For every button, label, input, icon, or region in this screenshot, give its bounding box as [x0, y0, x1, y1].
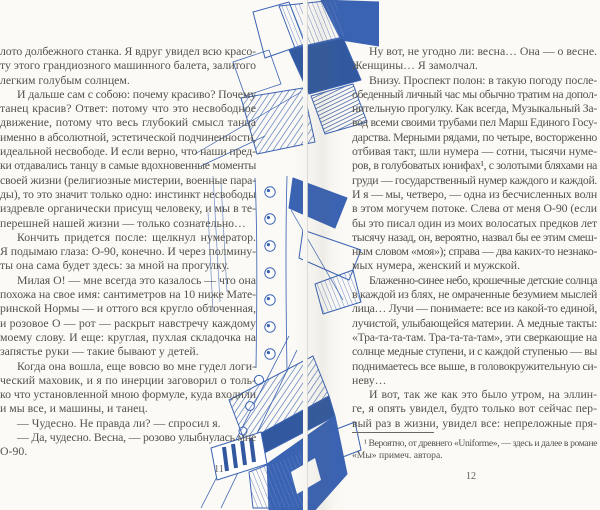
text-line: Ну вот, не угодно ли: весна… Она — о весне. — [369, 44, 597, 58]
text-line: — Да, чудесно. Весна, — розово улыбнулась мне — [17, 430, 256, 445]
text-line: в этом могучем потоке. Слева от меня О-90 (если — [352, 201, 597, 216]
text-line: ды), то это значит только одно: инстинкт несвободы — [0, 186, 256, 201]
text-line: ров, в голубоватых юнифах¹, с золотыми бляхами на — [352, 158, 597, 173]
text-line: запястье руки — такие бывают у детей. — [0, 344, 199, 359]
text-line: И дальше сам с собою: почему красиво? Почему — [17, 86, 256, 101]
text-line: Блаженно-синее небо, крошечные детские солнца — [369, 272, 597, 287]
text-line: вый раз в жизни, увидел все: непреложные пря- — [352, 415, 597, 430]
text-line: и мы все, и машины, и танец. — [0, 401, 148, 416]
text-line: вод всеми своими трубами пел Марш Единого Госу- — [352, 115, 597, 130]
text-line: Внизу. Проспект полон: в такую погоду после- — [369, 72, 597, 87]
text-line: своей жизни (религиозные мистерии, военные пара- — [0, 172, 256, 187]
text-line: отбивая такт, шли нумера — сотни, тысячи нуме- — [352, 144, 597, 159]
text-line: танец красив? Ответ: потому что это несвободное — [0, 101, 256, 116]
page-left-text — [0, 44, 256, 459]
page-number-left: 11 — [214, 464, 224, 475]
page-number-right: 12 — [466, 471, 476, 482]
text-line: лица… Лучи — понимаете: все из какой-то единой, — [352, 301, 597, 316]
text-line: и розовое О — рот — раскрыт навстречу каждому — [0, 315, 256, 330]
text-line: мых нумера, женский и мужской. — [352, 258, 521, 273]
text-line: легким голубым солнцем. — [0, 72, 130, 87]
text-line: О-90. — [0, 444, 28, 459]
page-right-text — [352, 44, 597, 430]
text-line: идеальной несвободе. И если верно, что наши пред- — [0, 144, 256, 159]
text-line: моему слову. И еще: круглая, пухлая складочка на — [0, 329, 256, 344]
text-line: ным словом «моя»); справа — два каких-то незнако- — [352, 244, 597, 259]
text-line: тысячу назад, он, вероятно, назвал бы ее этим смеш- — [352, 229, 597, 244]
text-line: именно в абсолютной, эстетической подчиненности, — [0, 129, 257, 144]
text-line: «Тра-та-та-там. Тра-та-та-там», эти сверкающие на — [352, 329, 597, 344]
text-line: лото долбежного станка. Я вдруг увидел всю красо- — [0, 44, 256, 58]
text-line: движение, потому что весь глубокий смысл танца — [0, 115, 256, 130]
page-gutter — [303, 0, 307, 510]
text-line: бы это писал один из моих волосатых предков лет — [352, 215, 597, 230]
text-line: нительную прогулку. Как всегда, Музыкальный За- — [352, 101, 597, 116]
text-line: солнце медные ступени, и с каждой ступенью — вы — [352, 344, 597, 359]
text-line: издревле органически присущ человеку, и мы в те- — [0, 201, 256, 216]
text-line: Я подымаю глаза: О-90, конечно. И через полмину- — [0, 244, 256, 259]
text-line: похожа на свое имя: сантиметров на 10 ниже Мате- — [0, 287, 256, 302]
text-line: обеденный личный час мы обычно тратим на допол- — [352, 86, 597, 101]
text-line: И я — мы, четверо, — одна из бесчисленных волн — [352, 186, 597, 201]
text-line: Кончить придется после: щелкнул нумератор. — [17, 229, 256, 244]
text-line: ки отдавались танцу в самые вдохновенные моменты — [0, 158, 256, 173]
text-line: лучистой, улыбающейся материи. А медные такты: — [352, 315, 597, 330]
text-line: — Чудесно. Не правда ли? — спросил я. — [17, 415, 221, 430]
text-line: ринской Нормы — и оттого вся кругло обточенная, — [0, 301, 256, 316]
text-line: И вот, так же как это было утром, на эллин- — [369, 387, 597, 402]
text-line: груди — государственный нумер каждого и каждой. — [352, 172, 597, 187]
text-line: перешней нашей жизни — только сознательно… — [0, 215, 246, 230]
text-line: Когда она вошла, еще вовсю во мне гудел логи- — [17, 358, 256, 373]
text-line: дарства. Мерными рядами, по четыре, восторженно — [352, 129, 597, 144]
text-line: «Мы» примеч. автора. — [352, 449, 443, 461]
text-line: в каждой из блях, не омраченные безумием мыслей — [352, 287, 597, 302]
text-line: Милая О! — мне всегда это казалось — что она — [17, 272, 256, 287]
text-line: ¹ Вероятно, от древнего «Uniforme», — здесь и далее в романе — [364, 438, 597, 449]
footnote-separator — [352, 432, 434, 433]
text-line: ге, я опять увидел, будто только вот сейчас пер- — [352, 401, 597, 416]
footnote — [352, 438, 597, 461]
text-line: поднимаетесь все выше, в головокружительную си- — [352, 358, 597, 373]
text-line: ты она сама будет здесь: за мной на прогулку. — [0, 258, 230, 273]
text-line: Женщины… Я замолчал. — [352, 58, 478, 73]
text-line: ческий маховик, и я по инерции заговорил о толь- — [0, 372, 256, 387]
text-line: ту этого грандиозного машинного балета, залитого — [0, 58, 256, 73]
text-line: ко что установленной мною формуле, куда входили — [0, 387, 256, 402]
text-line: неву… — [352, 372, 387, 387]
